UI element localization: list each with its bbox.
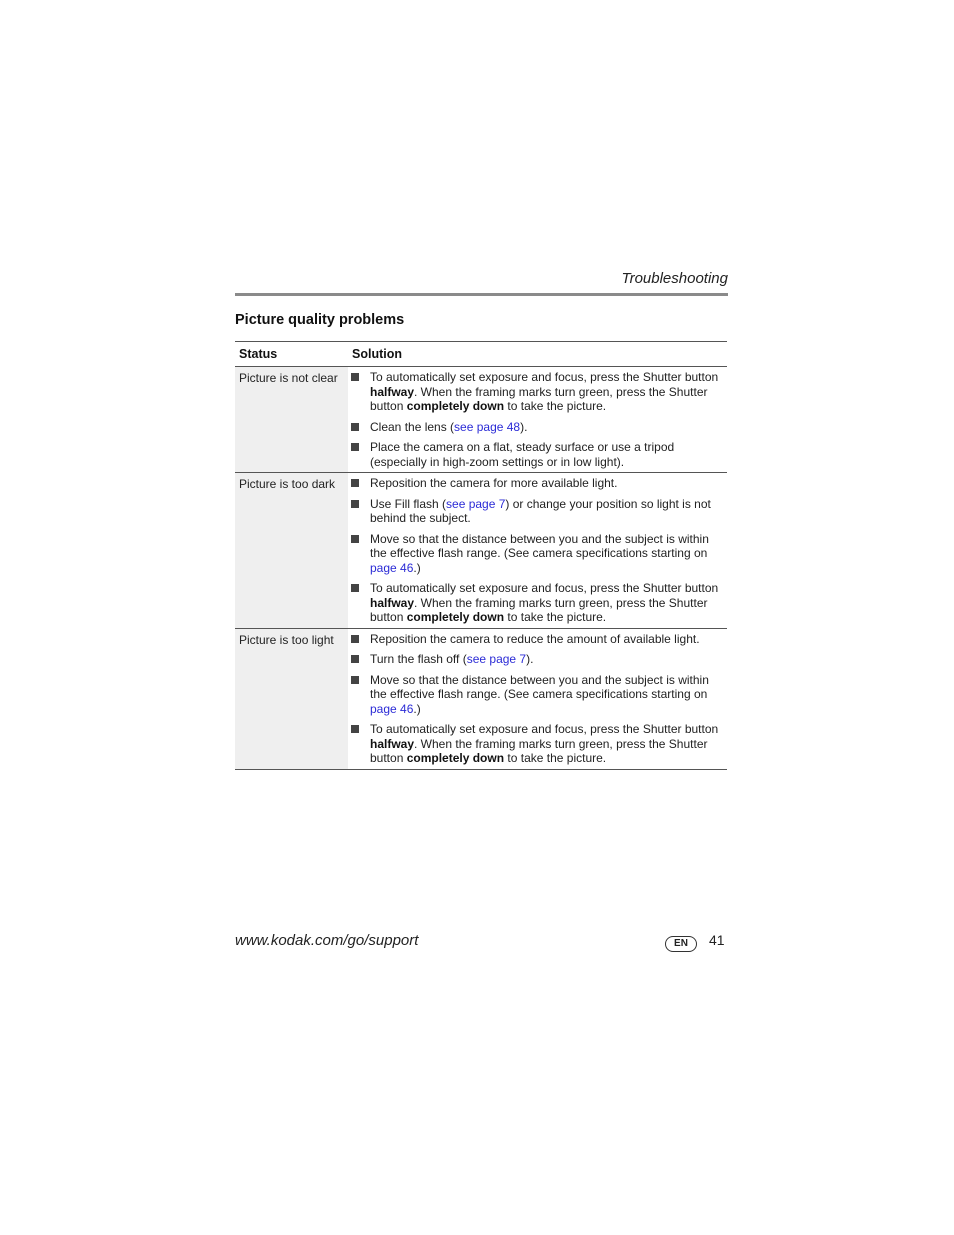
list-item [351, 673, 723, 717]
list-item [351, 722, 723, 766]
table-row [235, 629, 727, 770]
list-item [351, 652, 723, 667]
page-link[interactable]: see page 48 [454, 419, 521, 434]
column-header-status: Status [239, 346, 278, 361]
bullet-square-icon [351, 500, 359, 508]
page-link[interactable]: see page 7 [446, 496, 506, 511]
header-rule [235, 293, 728, 296]
list-item [351, 581, 723, 625]
page-link[interactable]: page 46 [370, 701, 414, 716]
status-cell: Picture is too light [235, 629, 348, 769]
bullet-square-icon [351, 479, 359, 487]
language-badge: EN [665, 936, 697, 952]
bullet-square-icon [351, 584, 359, 592]
bullet-square-icon [351, 535, 359, 543]
table-row [235, 473, 727, 629]
bullet-square-icon [351, 676, 359, 684]
list-item [351, 497, 723, 526]
page-link[interactable]: see page 7 [466, 652, 527, 666]
bullet-text: Move so that the distance between you and the subject is within the effective flash range. (See camera specifications starting on page 46.) [370, 672, 709, 716]
bullet-text: Turn the flash off (see page 7). [370, 652, 534, 666]
list-item [351, 440, 723, 469]
status-cell: Picture is not clear [235, 367, 348, 472]
bullet-square-icon [351, 423, 359, 431]
column-header-solution: Solution [352, 346, 402, 361]
bullet-square-icon [351, 635, 359, 643]
list-item [351, 420, 723, 435]
running-header: Troubleshooting [621, 270, 728, 287]
solution-cell [348, 473, 727, 628]
solution-cell [348, 629, 727, 769]
bullet-text: Use Fill flash (see page 7) or change your position so light is not behind the subject. [370, 496, 711, 525]
bullet-text: To automatically set exposure and focus, press the Shutter button halfway. When the framing marks turn green, press the Shutter button completely down to take the picture. [370, 722, 719, 765]
page-number: 41 [709, 932, 725, 948]
bullet-text: Clean the lens (see page 48). [370, 419, 528, 434]
list-item [351, 632, 723, 647]
bullet-square-icon [351, 373, 359, 381]
solution-cell [348, 367, 727, 472]
table-row [235, 367, 727, 473]
bullet-text: Reposition the camera for more available light. [370, 476, 618, 490]
bullet-text: Place the camera on a flat, steady surface or use a tripod (especially in high-zoom settings or in low light). [370, 440, 675, 469]
bullet-text: Move so that the distance between you and the subject is within the effective flash range. (See camera specifications starting on page 46.) [370, 531, 709, 575]
bullet-square-icon [351, 655, 359, 663]
bullet-square-icon [351, 725, 359, 733]
section-title: Picture quality problems [235, 312, 405, 328]
status-cell: Picture is too dark [235, 473, 348, 628]
table-header [235, 341, 727, 367]
bullet-text: Reposition the camera to reduce the amount of available light. [370, 631, 700, 646]
list-item [351, 476, 723, 491]
page-link[interactable]: page 46 [370, 560, 414, 575]
list-item [351, 370, 723, 414]
bullet-square-icon [351, 443, 359, 451]
bullet-text: To automatically set exposure and focus, press the Shutter button halfway. When the framing marks turn green, press the Shutter button completely down to take the picture. [370, 581, 719, 624]
list-item [351, 532, 723, 576]
bullet-text: To automatically set exposure and focus, press the Shutter button halfway. When the framing marks turn green, press the Shutter button completely down to take the picture. [370, 370, 719, 413]
support-url-link[interactable]: www.kodak.com/go/support [235, 932, 419, 949]
troubleshooting-table [235, 341, 727, 770]
